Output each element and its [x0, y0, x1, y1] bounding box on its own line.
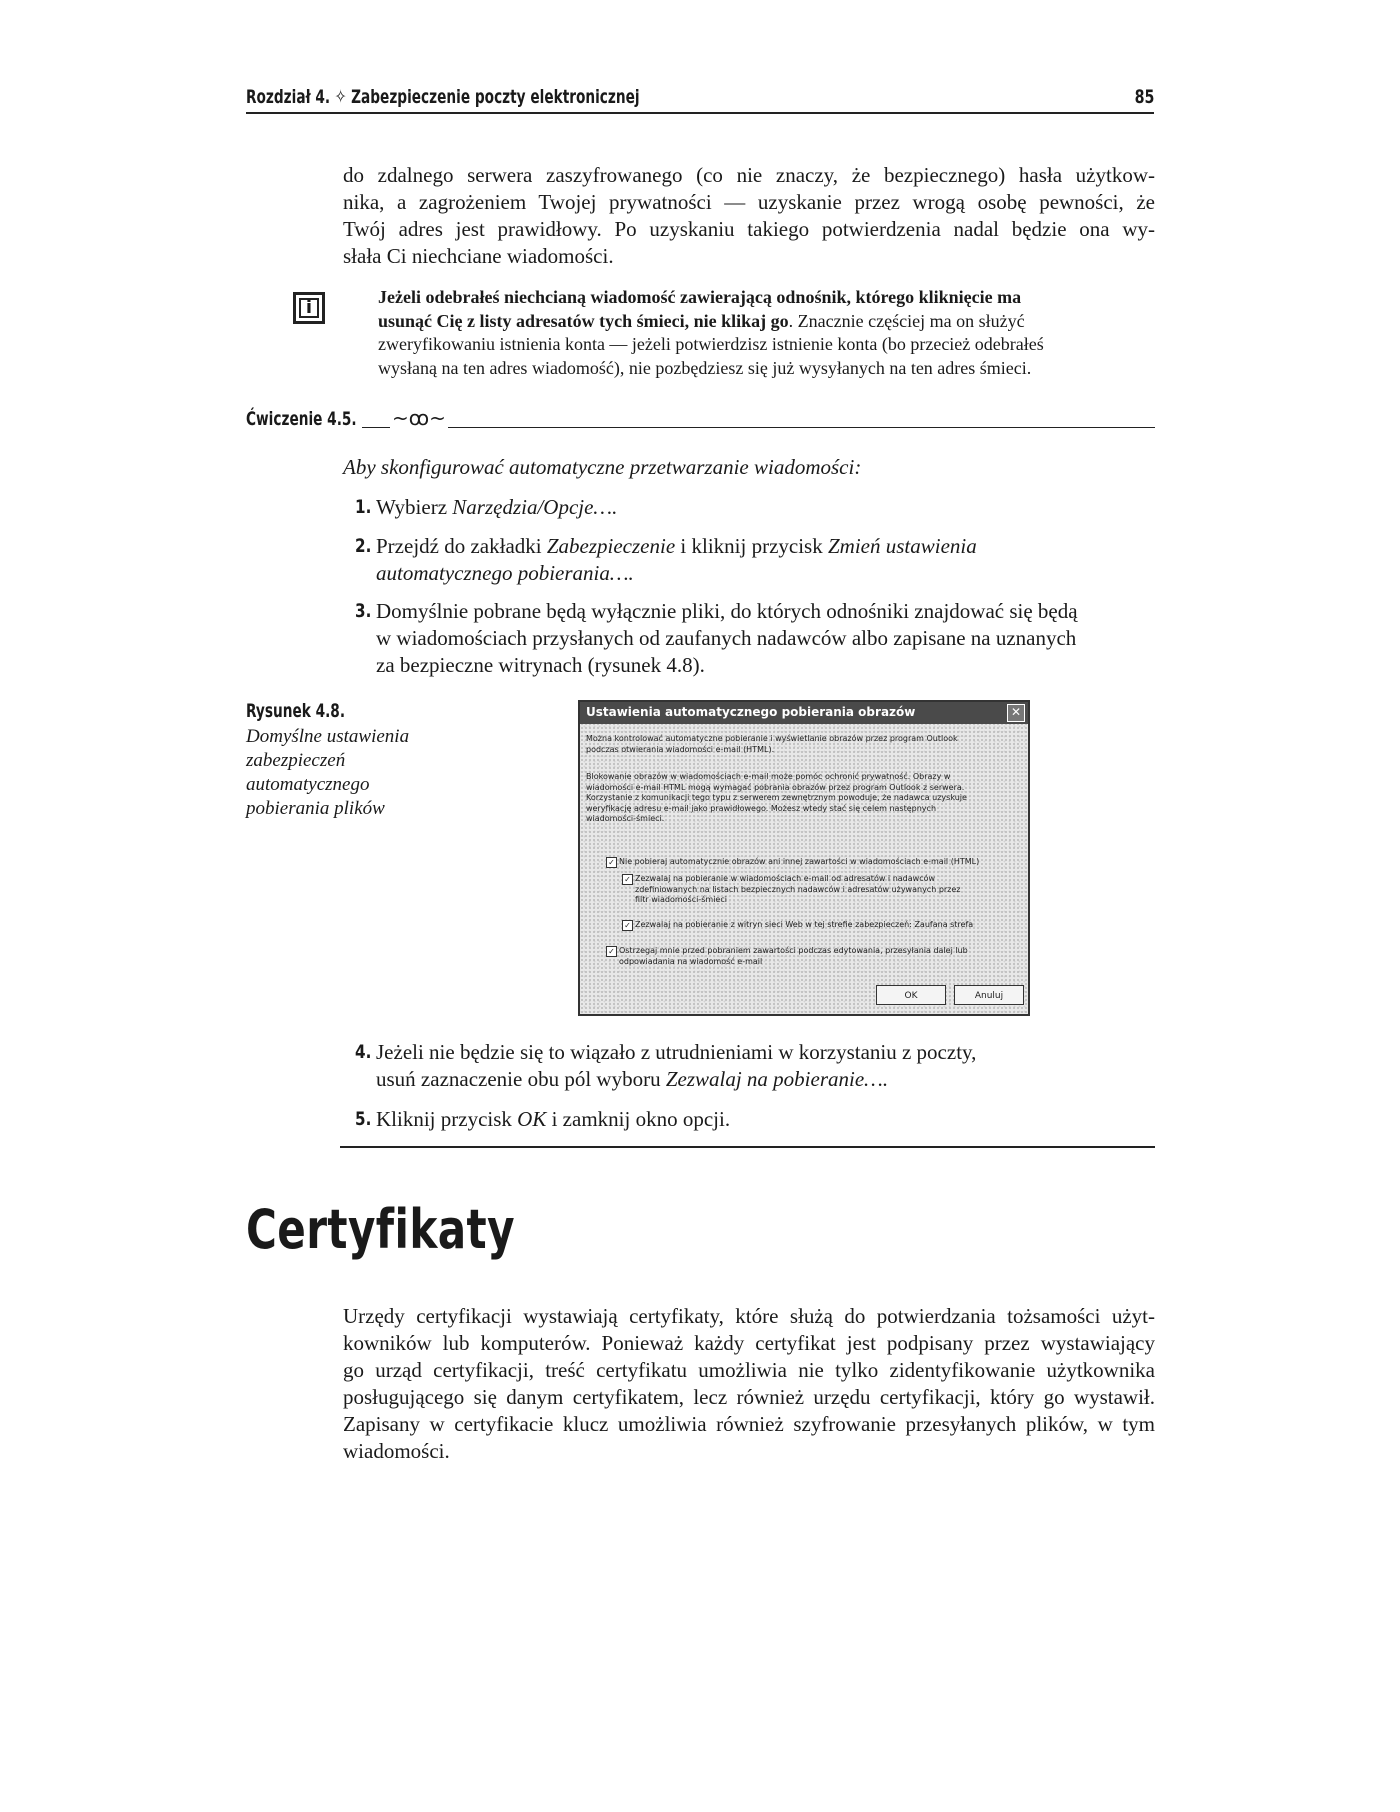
step-2: 2. Przejdź do zakładki Zabezpieczenie i kliknij przycisk Zmień ustawienia automatycznego pobierania….: [355, 534, 977, 585]
dialog-titlebar: [580, 702, 1028, 724]
text-line: go urząd certyfikacji, treść certyfikatu umożliwia nie tylko zidentyfikowanie użytkownika: [343, 1358, 1155, 1382]
checkbox-checked-icon[interactable]: ✓: [622, 920, 633, 931]
chapter-title: Rozdział 4. ✧ Zabezpieczenie poczty elektronicznej: [246, 86, 640, 108]
step-3: 3. Domyślnie pobrane będą wyłącznie pliki, do których odnośniki znajdować się będą w wiadomościach przysłanych od zaufanych nadawców albo zapisane na uznanych za bezpieczne witrynach (rysunek 4.8).: [355, 599, 1078, 677]
running-header: [246, 84, 1154, 114]
note-text: [378, 286, 1114, 380]
note-bold: Jeżeli odebrałeś niechcianą wiadomość zawierającą odnośnik, którego kliknięcie ma: [378, 287, 1022, 307]
exercise-rule: [362, 427, 1155, 428]
exercise-intro: Aby skonfigurować automatyczne przetwarzanie wiadomości:: [343, 455, 862, 479]
note-text-line: zweryfikowaniu istnienia konta — jeżeli potwierdzisz istnienie konta (bo przecież odebrałeś: [378, 334, 1044, 354]
text-line: Zapisany w certyfikacie klucz umożliwia również szyfrowanie przesyłanych plików, w tym: [343, 1412, 1155, 1436]
dialog-block-text: Blokowanie obrazów w wiadomościach e-mail może pomóc ochronić prywatność. Obrazy w wiadomości e-mail HTML mogą wymagać pobrania obrazów przez program Outlook z serwera. Korzystanie z komunikacji tego typu z serwerem zewnętrznym powoduje, że nadawca uzyskuje weryfikację adresu e-mail jako prawidłowego. Możesz wtedy stać się celem następnych wiadomości-śmieci.: [586, 772, 967, 823]
exercise-end-rule: [340, 1146, 1155, 1148]
checkbox-checked-icon[interactable]: ✓: [606, 857, 617, 868]
paragraph-intro: [343, 162, 1155, 270]
text-line: kowników lub komputerów. Ponieważ każdy certyfikat jest podpisany przez wystawiający: [343, 1331, 1155, 1355]
text-line: słała Ci niechciane wiadomości.: [343, 244, 614, 268]
step-number: 5.: [355, 1108, 372, 1130]
close-icon[interactable]: ✕: [1007, 704, 1025, 722]
page-number: 85: [1134, 86, 1154, 108]
step-number: 3.: [355, 600, 372, 622]
checkbox-checked-icon[interactable]: ✓: [622, 874, 633, 885]
text-line: nika, a zagrożeniem Twojej prywatności — uzyskanie przez wrogą osobę pewności, że: [343, 190, 1155, 214]
checkbox-checked-icon[interactable]: ✓: [606, 946, 617, 957]
step-number: 1.: [355, 496, 372, 518]
dialog-screenshot: [578, 700, 1030, 1016]
step-4: 4. Jeżeli nie będzie się to wiązało z utrudnieniami w korzystaniu z poczty, usuń zaznaczenie obu pól wyboru Zezwalaj na pobieranie….: [355, 1040, 977, 1091]
checkbox-block-downloads[interactable]: ✓ Nie pobieraj automatycznie obrazów ani innej zawartości w wiadomościach e-mail (HTML): [606, 857, 979, 868]
checkbox-safe-senders[interactable]: ✓ Zezwalaj na pobieranie w wiadomościach e-mail od adresatów i nadawców zdefiniowanych na listach bezpiecznych nadawców i adresatów używanych przez filtr wiadomości-śmieci: [622, 874, 961, 906]
text-line: do zdalnego serwera zaszyfrowanego (co nie znaczy, że bezpiecznego) hasła użytkow-: [343, 163, 1155, 187]
text-line: Urzędy certyfikacji wystawiają certyfikaty, które służą do potwierdzania tożsamości użyt-: [343, 1304, 1155, 1328]
step-1: 1. Wybierz Narzędzia/Opcje….: [355, 495, 618, 519]
step-number: 2.: [355, 535, 372, 557]
step-5: 5. Kliknij przycisk OK i zamknij okno opcji.: [355, 1107, 731, 1131]
dialog-title: Ustawienia automatycznego pobierania obrazów: [586, 705, 916, 719]
text-line: Twój adres jest prawidłowy. Po uzyskaniu takiego potwierdzenia nadal będzie ona wy-: [343, 217, 1155, 241]
menu-path: Narzędzia/Opcje….: [452, 495, 618, 519]
note-text-line: . Znacznie częściej ma on służyć: [788, 310, 1025, 331]
section-heading: Certyfikaty: [246, 1198, 515, 1261]
note-bold: usunąć Cię z listy adresatów tych śmieci, nie klikaj go: [378, 310, 789, 331]
ok-button[interactable]: OK: [876, 985, 946, 1005]
figure-label: Rysunek 4.8.: [246, 700, 346, 722]
checkbox-warn-before-download[interactable]: ✓ Ostrzegaj mnie przed pobraniem zawartości podczas edytowania, przesyłania dalej lub odpowiadania na wiadomość e-mail: [606, 946, 968, 967]
ornament-icon: ~ꝏ~: [392, 406, 446, 430]
exercise-title: Ćwiczenie 4.5.: [246, 408, 357, 430]
note-text-line: wysłaną na ten adres wiadomość), nie pozbędziesz się już wysyłanych na ten adres śmieci.: [378, 357, 1032, 378]
dialog-intro-text: Można kontrolować automatyczne pobieranie i wyświetlanie obrazów przez program Outlook podczas otwierania wiadomości e-mail (HTML).: [586, 734, 958, 754]
text-line: wiadomości.: [343, 1439, 450, 1463]
info-note-icon: i: [293, 292, 325, 324]
paragraph-certificates: [343, 1303, 1155, 1465]
checkbox-trusted-zone[interactable]: ✓ Zezwalaj na pobieranie z witryn sieci Web w tej strefie zabezpieczeń: Zaufana strefa: [622, 920, 973, 931]
text-line: posługującego się danym certyfikatem, lecz również urzędu certyfikacji, który go wystawił.: [343, 1385, 1155, 1409]
figure-caption: Domyślne ustawienia zabezpieczeń automatycznego pobierania plików: [246, 726, 410, 819]
step-number: 4.: [355, 1041, 372, 1063]
cancel-button[interactable]: Anuluj: [954, 985, 1024, 1005]
